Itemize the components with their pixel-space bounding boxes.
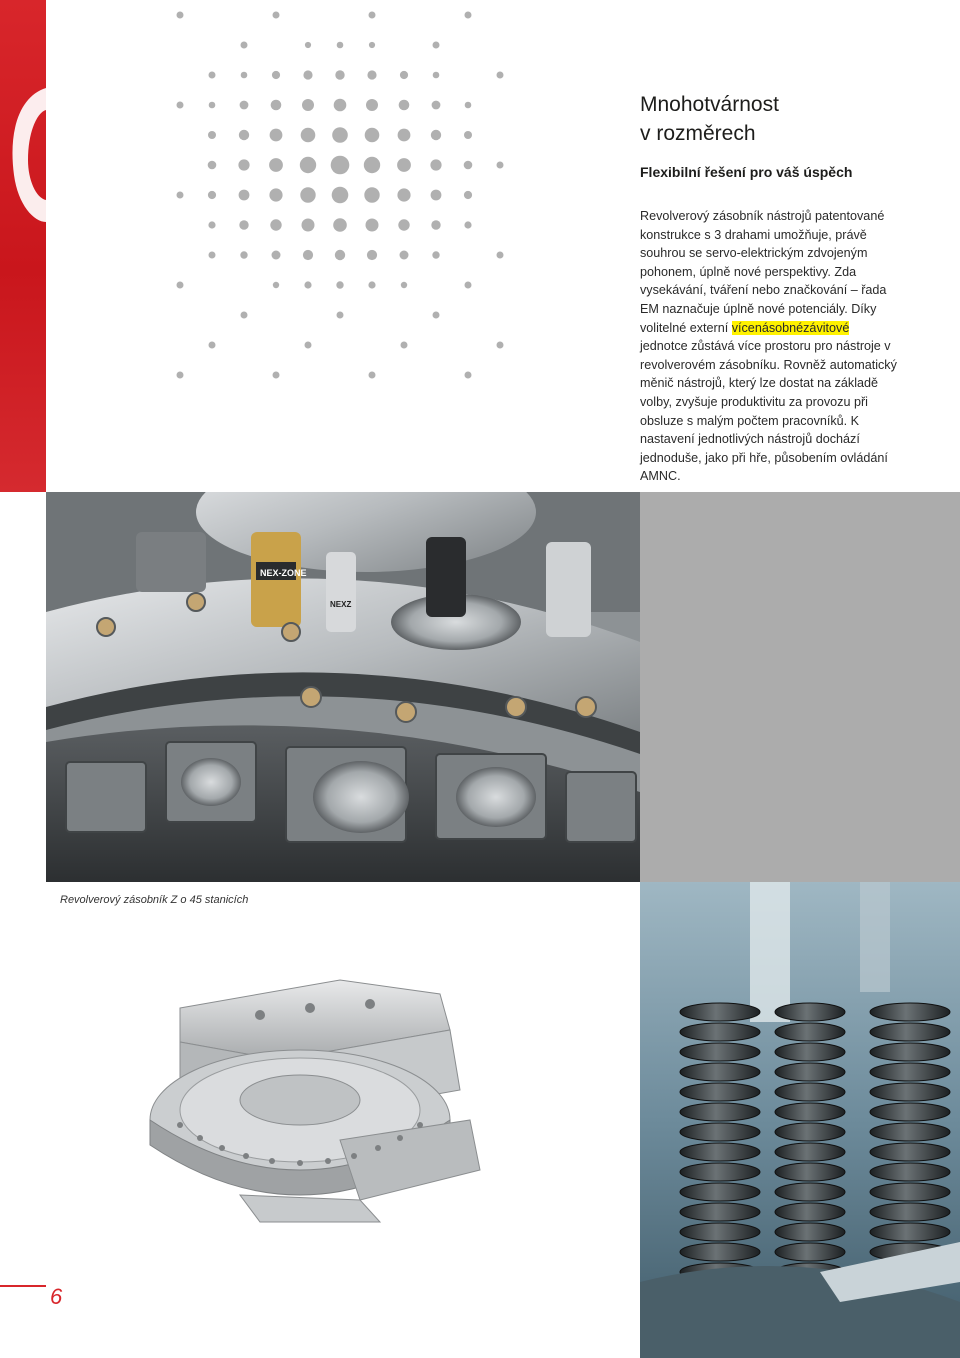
halftone-dot (364, 187, 379, 202)
halftone-dot (209, 72, 216, 79)
halftone-dot (335, 250, 345, 260)
spring-coil (680, 1123, 760, 1141)
heading-line-2: v rozměrech (640, 122, 756, 145)
spring-coil (680, 1003, 760, 1021)
spring-coil (680, 1103, 760, 1121)
halftone-dot (177, 372, 184, 379)
halftone-dot (336, 281, 343, 288)
spring-coil (775, 1063, 845, 1081)
halftone-dot (433, 42, 440, 49)
halftone-dot (398, 219, 409, 230)
halftone-dot (177, 192, 184, 199)
halftone-dot (465, 372, 472, 379)
turret-tool-label-2: NEXZ (330, 600, 352, 609)
spring-coil (775, 1003, 845, 1021)
spring-coil (775, 1043, 845, 1061)
halftone-dot (497, 252, 504, 259)
halftone-dot (398, 129, 411, 142)
spring-coil (870, 1043, 950, 1061)
spring-coil (870, 1003, 950, 1021)
springs-illustration (640, 882, 960, 1358)
spring-coil (775, 1103, 845, 1121)
spring-coil (775, 1203, 845, 1221)
body-text-start: Revolverový zásobník nástrojů patentované konstrukce s 3 drahami umožňuje, právě souhrou se servo-elektrickým zdvojeným pohonem, úplně nové perspektivy. Zda vysekávání, tváření nebo značkování – řada EM naznačuje úplně nové potenciály. Díky volitelné externí (640, 209, 887, 335)
halftone-dot (304, 281, 311, 288)
spring-coil (870, 1203, 950, 1221)
halftone-dot (431, 130, 441, 140)
page-number-rule (0, 1285, 46, 1287)
halftone-dot (431, 220, 440, 229)
halftone-dot (464, 221, 471, 228)
halftone-dot (497, 72, 504, 79)
halftone-dot (273, 372, 280, 379)
spring-coil (680, 1203, 760, 1221)
turret-photo (46, 492, 640, 882)
halftone-dot (337, 42, 344, 49)
spring-coil (870, 1223, 950, 1241)
turret-render-illustration (140, 960, 500, 1230)
halftone-dot (464, 191, 472, 199)
halftone-dot-pattern (160, 0, 520, 400)
spring-coil (680, 1043, 760, 1061)
halftone-dot (300, 157, 316, 173)
halftone-dot (333, 218, 347, 232)
spring-coil (775, 1083, 845, 1101)
spring-coil (775, 1023, 845, 1041)
halftone-dot (301, 128, 316, 143)
halftone-dot (369, 372, 376, 379)
spring-coil (870, 1143, 950, 1161)
halftone-dot (365, 128, 380, 143)
spring-coil (870, 1183, 950, 1201)
halftone-dot (209, 252, 216, 259)
halftone-dot (302, 219, 315, 232)
halftone-dot (400, 71, 408, 79)
halftone-dot (464, 131, 472, 139)
halftone-dot (367, 70, 376, 79)
spring-coil (775, 1243, 845, 1261)
halftone-dot (240, 251, 247, 258)
gray-panel (640, 492, 960, 882)
body-paragraph (640, 207, 900, 486)
halftone-dot (209, 102, 216, 109)
halftone-dot (335, 70, 344, 79)
halftone-dot (497, 162, 504, 169)
spring-coil (870, 1163, 950, 1181)
halftone-dot (240, 101, 249, 110)
halftone-dot (269, 188, 282, 201)
body-text-end: jednotce zůstává více prostoru pro nástroje v revolverovém zásobníku. Rovněž automatický měnič nástrojů, který lze dostat na základě volby, zvyšuje produktivitu za provozu při obsluze s malým počtem pracovníků. K nastavení jednotlivých nástrojů dochází jednoduše, jako při hře, působením ovládání AMNC. (640, 339, 897, 484)
spring-coil (775, 1143, 845, 1161)
spring-coil (680, 1143, 760, 1161)
halftone-dot (432, 251, 439, 258)
halftone-dot (433, 312, 440, 319)
halftone-dot (337, 312, 344, 319)
heading-line-1: Mnohotvárnost (640, 93, 779, 116)
spring-coil (680, 1163, 760, 1181)
spring-coil (775, 1183, 845, 1201)
halftone-dot (400, 251, 409, 260)
turret-tool-label-1: NEX-ZONE (260, 568, 307, 578)
halftone-dot (399, 100, 410, 111)
halftone-dot (208, 161, 217, 170)
spring-coil (775, 1123, 845, 1141)
halftone-dot (397, 188, 410, 201)
halftone-dot (239, 190, 250, 201)
halftone-dot (305, 42, 311, 48)
spring-coil (775, 1163, 845, 1181)
halftone-dot (432, 101, 441, 110)
halftone-dot (273, 12, 280, 19)
halftone-dot (465, 282, 472, 289)
spring-coil (870, 1083, 950, 1101)
halftone-dot (430, 159, 441, 170)
halftone-dot (332, 187, 349, 204)
spring-coil (870, 1063, 950, 1081)
spring-coil (775, 1223, 845, 1241)
spring-coil (680, 1223, 760, 1241)
halftone-dot (401, 282, 407, 288)
halftone-dot (177, 12, 184, 19)
halftone-dot (177, 102, 184, 109)
halftone-dot (497, 342, 504, 349)
halftone-dot (369, 12, 376, 19)
halftone-dot (368, 281, 375, 288)
halftone-dot (401, 342, 408, 349)
springs-photo (640, 882, 960, 1358)
spring-coil (680, 1243, 760, 1261)
halftone-dot (367, 250, 377, 260)
section-heading (640, 90, 940, 148)
halftone-dot (177, 282, 184, 289)
halftone-dot (303, 250, 313, 260)
spring-coil (870, 1123, 950, 1141)
halftone-dot (238, 159, 249, 170)
halftone-dot (369, 42, 375, 48)
halftone-dot (303, 70, 312, 79)
section-subheading: Flexibilní řešení pro váš úspěch (640, 164, 853, 180)
halftone-dot (272, 71, 280, 79)
halftone-dot (464, 161, 473, 170)
spring-coil (680, 1183, 760, 1201)
halftone-dot (364, 157, 380, 173)
logo-fragment-icon (0, 0, 46, 492)
halftone-dot (239, 130, 249, 140)
halftone-dot (208, 191, 216, 199)
halftone-dot (302, 99, 314, 111)
halftone-dot (433, 72, 440, 79)
halftone-dot (269, 158, 283, 172)
highlighted-term: vícenásobnézávitové (731, 320, 850, 335)
halftone-dot (209, 342, 216, 349)
turret-caption: Revolverový zásobník Z o 45 stanicích (60, 894, 249, 906)
halftone-dot (366, 219, 379, 232)
halftone-dot (208, 131, 216, 139)
halftone-dot (397, 158, 411, 172)
spring-coil (870, 1023, 950, 1041)
spring-coil (680, 1083, 760, 1101)
halftone-dot (431, 190, 442, 201)
halftone-dot (241, 312, 248, 319)
halftone-dot (241, 72, 248, 79)
halftone-dot (305, 342, 312, 349)
halftone-dot (271, 100, 282, 111)
halftone-dot (273, 282, 279, 288)
halftone-dot (465, 102, 472, 109)
halftone-dot (241, 42, 248, 49)
turret-render (140, 960, 500, 1230)
halftone-dot (300, 187, 315, 202)
halftone-dot (272, 251, 281, 260)
halftone-dot (334, 99, 347, 112)
halftone-dot (332, 127, 348, 143)
halftone-dot (239, 220, 248, 229)
spring-coil (680, 1063, 760, 1081)
halftone-dot (270, 129, 283, 142)
red-side-band (0, 0, 46, 492)
halftone-dot (331, 156, 350, 175)
halftone-dot (366, 99, 378, 111)
spring-coil (870, 1103, 950, 1121)
halftone-dot (270, 219, 281, 230)
halftone-dot (208, 221, 215, 228)
spring-coil (680, 1023, 760, 1041)
turret-illustration (46, 492, 640, 882)
halftone-dot (465, 12, 472, 19)
page-number: 6 (50, 1284, 63, 1309)
